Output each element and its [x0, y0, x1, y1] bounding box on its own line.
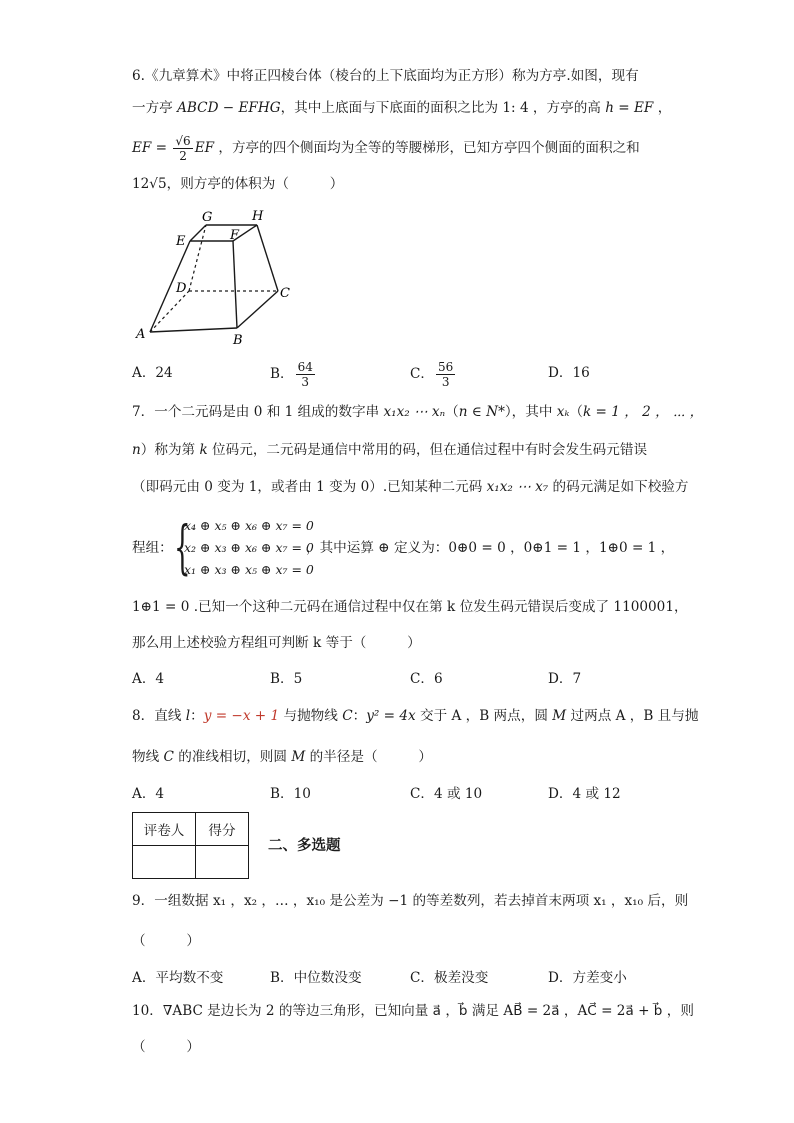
- q6-math: 12√5: [132, 176, 167, 192]
- q8-math: C: [342, 708, 353, 724]
- label-f: F: [230, 228, 240, 243]
- edge-ab: [150, 328, 237, 332]
- q6-text: ，: [653, 100, 672, 116]
- q6-option-c[interactable]: [410, 360, 457, 389]
- q6-text: ，则方亭的体积为（ ）: [166, 176, 344, 192]
- frac-num: 64: [297, 360, 313, 374]
- q6-option-a[interactable]: A．24: [132, 365, 173, 381]
- score-table-score-cell[interactable]: [196, 846, 249, 879]
- q7-text: ），其中: [504, 404, 557, 420]
- q7-line-4-label: 程组：: [132, 540, 173, 556]
- q8-text: 交于 A ，B 两点，圆: [415, 708, 553, 724]
- score-table-grader-cell[interactable]: [133, 846, 196, 879]
- q6-math: EF =: [132, 140, 168, 156]
- q10-line-1: 10．∇ABC 是边长为 2 的等边三角形，已知向量 a⃗ ，b⃗ 满足 AB⃗ = 2a⃗ ，AC⃗ = 2a⃗ + b⃗ ，则: [132, 1003, 694, 1019]
- edge-ad: [150, 291, 189, 332]
- frac-den: 3: [301, 375, 310, 389]
- opt-fraction: [296, 360, 315, 389]
- q8-text: ：: [352, 708, 367, 724]
- q8-line-equation: y = −x + 1: [203, 708, 280, 724]
- q9-line-1: 9．一组数据 x₁ ，x₂ ，… ，x₁₀ 是公差为 −1 的等差数列，若去掉首末两项 x₁ ，x₁₀ 后，则: [132, 893, 689, 909]
- q8-text: 8．直线: [132, 708, 186, 724]
- q7-option-d[interactable]: D．7: [548, 671, 582, 687]
- q8-text: ：: [190, 708, 204, 724]
- q8-line-1: [132, 706, 698, 726]
- q7-text: 的码元满足如下校验方: [548, 479, 689, 495]
- q6-line-3: [132, 134, 640, 163]
- label-b: B: [233, 333, 243, 348]
- opt-fraction: [436, 360, 455, 389]
- score-table: [132, 812, 249, 879]
- q6-text: ，其中上底面与下底面的面积之比为 1: 4 ，方亭的高: [280, 100, 606, 116]
- label-h: H: [252, 209, 264, 224]
- q6-math: ABCD − EFHG: [177, 100, 281, 116]
- q8-text: 过两点 A ，B 且与抛: [566, 708, 699, 724]
- label-g: G: [202, 210, 213, 225]
- frac-den: 3: [441, 375, 450, 389]
- edge-ge: [190, 225, 206, 241]
- q7-line-3: [132, 477, 689, 497]
- q8-text: 的半径是（ ）: [305, 749, 432, 765]
- q7-option-b[interactable]: B．5: [270, 671, 303, 687]
- q8-math: C: [163, 749, 174, 765]
- q6-line-2: [132, 98, 671, 118]
- q7-text: 位码元，二元码是通信中常用的码，但在通信过程中有时会发生码元错误: [207, 442, 648, 458]
- q8-option-c[interactable]: C．4 或 10: [410, 786, 483, 802]
- q7-line-1: [132, 402, 703, 422]
- edge-bf: [233, 241, 237, 328]
- q6-line-1: 6.《九章算术》中将正四棱台体（棱台的上下底面均为正方形）称为方亭.如图，现有: [132, 68, 639, 84]
- label-e: E: [176, 234, 186, 249]
- q8-math: M: [291, 749, 306, 765]
- q8-text: 与抛物线: [279, 708, 343, 724]
- equation-1: x₄ ⊕ x₅ ⊕ x₆ ⊕ x₇ = 0: [184, 518, 314, 533]
- frac-den: 2: [179, 149, 187, 163]
- frac-num: √6: [175, 134, 191, 148]
- q6-math: h = EF: [605, 100, 654, 116]
- q7-math: k = 1 ， 2 ， ⋯ ，: [583, 404, 704, 420]
- q9-option-c[interactable]: C．极差没变: [410, 970, 489, 986]
- edge-bc: [237, 291, 278, 328]
- q7-option-c[interactable]: C．6: [410, 671, 443, 687]
- q8-line-2: [132, 747, 432, 767]
- opt-label: B．: [270, 366, 294, 382]
- q8-option-a[interactable]: A．4: [132, 786, 165, 802]
- opt-label: C．: [410, 366, 434, 382]
- frac-num: 56: [438, 360, 454, 374]
- q6-line-4: [132, 174, 343, 194]
- q7-text: （即码元由 0 变为 1，或者由 1 变为 0）.已知某种二元码: [132, 479, 487, 495]
- q9-option-b[interactable]: B．中位数没变: [270, 970, 362, 986]
- q7-text: （: [445, 404, 459, 420]
- q8-text: 物线: [132, 749, 164, 765]
- score-table-score-header: 得分: [196, 813, 249, 846]
- q6-option-d[interactable]: D．16: [548, 365, 590, 381]
- q6-fraction: [173, 134, 192, 163]
- score-table-grader-header: 评卷人: [133, 813, 196, 846]
- equation-brace: {: [174, 513, 191, 581]
- q7-line-5: 1⊕1 = 0 .已知一个这种二元码在通信过程中仅在第 k 位发生码元错误后变成了 1100001，: [132, 599, 688, 615]
- edge-ch: [257, 225, 278, 291]
- q7-math: xₖ: [556, 404, 570, 420]
- edge-dg: [189, 225, 206, 291]
- q6-math: EF: [194, 140, 215, 156]
- q8-math: y² = 4x: [366, 708, 416, 724]
- q8-math: M: [552, 708, 567, 724]
- q7-math: k: [199, 442, 208, 458]
- frustum-figure: [130, 205, 300, 350]
- q10-line-2: （ ）: [132, 1039, 200, 1055]
- q7-math: n ∈ N*: [458, 404, 505, 420]
- q9-option-a[interactable]: A．平均数不变: [132, 970, 224, 986]
- q7-line-2: [132, 440, 647, 460]
- q7-text: （: [569, 404, 583, 420]
- q6-text: 一方亭: [132, 100, 178, 116]
- q7-math: x₁x₂ ⋯ xₙ: [383, 404, 446, 420]
- q7-line-6: 那么用上述校验方程组可判断 k 等于（ ）: [132, 635, 421, 651]
- q7-option-a[interactable]: A．4: [132, 671, 165, 687]
- q8-text: 的准线相切，则圆: [173, 749, 292, 765]
- q7-text: ）称为第: [140, 442, 200, 458]
- q8-option-d[interactable]: D．4 或 12: [548, 786, 621, 802]
- q8-option-b[interactable]: B．10: [270, 786, 311, 802]
- equation-3: x₁ ⊕ x₃ ⊕ x₅ ⊕ x₇ = 0: [184, 562, 314, 577]
- q6-text: ，方亭的四个侧面均为全等的等腰梯形，已知方亭四个侧面的面积之和: [214, 140, 640, 156]
- section-title: 二、多选题: [268, 838, 341, 854]
- label-d: D: [176, 281, 187, 296]
- label-a: A: [136, 327, 146, 342]
- equation-2: x₂ ⊕ x₃ ⊕ x₆ ⊕ x₇ = 0: [184, 540, 314, 555]
- q6-option-b[interactable]: [270, 360, 317, 389]
- q9-option-d[interactable]: D．方差变小: [548, 970, 627, 986]
- q7-line-4-tail: ，其中运算 ⊕ 定义为：0⊕0 = 0 ，0⊕1 = 1 ，1⊕0 = 1 ，: [306, 540, 675, 556]
- q9-line-2: （ ）: [132, 933, 200, 949]
- label-c: C: [280, 286, 290, 301]
- q7-math: n: [132, 442, 141, 458]
- q8-math: l: [185, 708, 191, 724]
- q7-text: 7．一个二元码是由 0 和 1 组成的数字串: [132, 404, 384, 420]
- q7-math: x₁x₂ ⋯ x₇: [486, 479, 549, 495]
